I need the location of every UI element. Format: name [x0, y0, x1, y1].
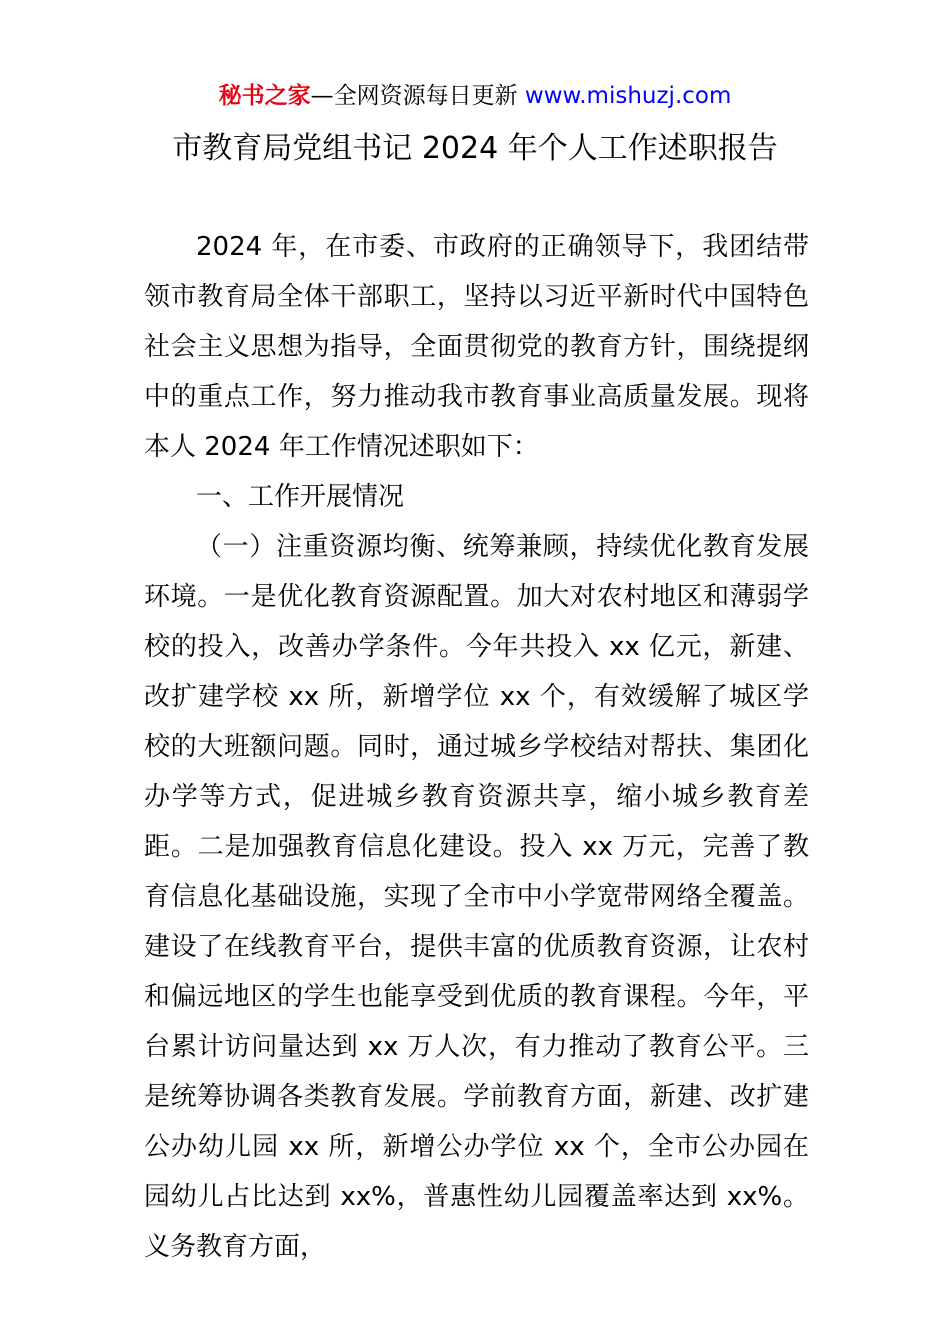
- document-body: [144, 222, 809, 1272]
- site-brand: 秘书之家: [218, 83, 311, 109]
- site-tagline: —全网资源每日更新: [310, 83, 525, 109]
- intro-paragraph: 2024 年，在市委、市政府的正确领导下，我团结带领市教育局全体干部职工，坚持以习近平新时代中国特色社会主义思想为指导，全面贯彻党的教育方针，围绕提纲中的重点工作，努力推动我市教育事业高质量发展。现将本人 2024 年工作情况述职如下：: [144, 232, 809, 462]
- section-heading: 一、工作开展情况: [196, 482, 405, 512]
- site-header: [0, 80, 950, 112]
- body-paragraph: （一）注重资源均衡、统筹兼顾，持续优化教育发展环境。一是优化教育资源配置。加大对农村地区和薄弱学校的投入，改善办学条件。今年共投入 xx 亿元，新建、改扩建学校 xx 所，新增学位 xx 个，有效缓解了城区学校的大班额问题。同时，通过城乡学校结对帮扶、集团化办学等方式，促进城乡教育资源共享，缩小城乡教育差距。二是加强教育信息化建设。投入 xx 万元，完善了教育信息化基础设施，实现了全市中小学宽带网络全覆盖。建设了在线教育平台，提供丰富的优质教育资源，让农村和偏远地区的学生也能享受到优质的教育课程。今年，平台累计访问量达到 xx 万人次，有力推动了教育公平。三是统筹协调各类教育发展。学前教育方面，新建、改扩建公办幼儿园 xx 所，新增公办学位 xx 个，全市公办园在园幼儿占比达到 xx%，普惠性幼儿园覆盖率达到 xx%。义务教育方面，: [144, 532, 809, 1262]
- site-url-link[interactable]: www.mishuzj.com: [524, 83, 732, 109]
- document-title: 市教育局党组书记 2024 年个人工作述职报告: [172, 131, 778, 166]
